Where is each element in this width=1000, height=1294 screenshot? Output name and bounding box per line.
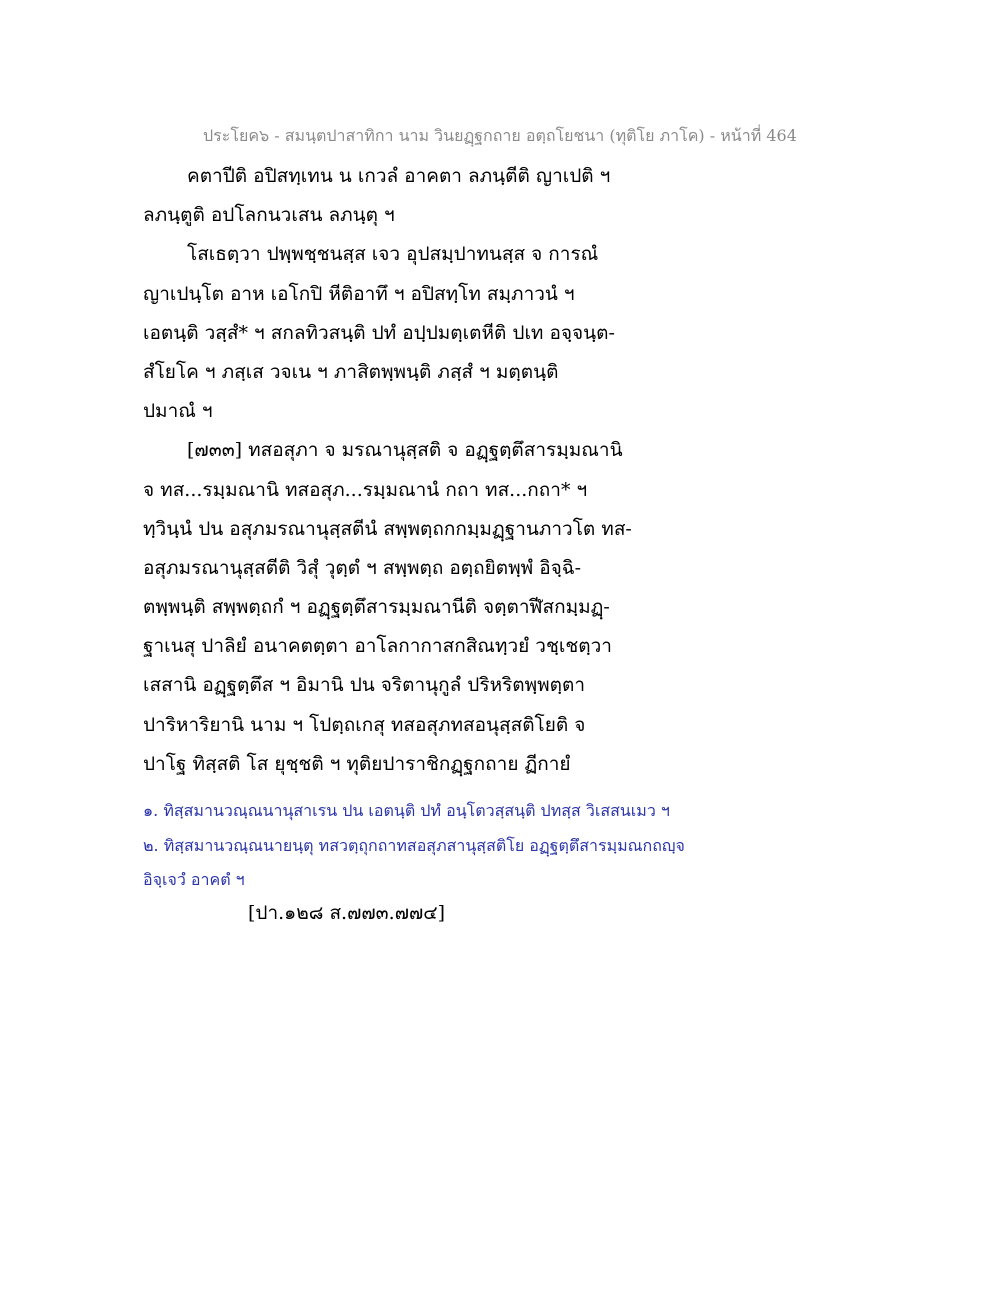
text-line: คตาปีติ อปิสทฺเทน น เกวลํ อาคตา ลภนฺตีติ ญาเปติ ฯ (187, 165, 611, 187)
text-line: ฐาเนสุ ปาลิยํ อนาคตตฺตา อาโลกากาสกสิณทฺวยํ วชฺเชตฺวา (143, 635, 612, 658)
body-text (143, 157, 863, 784)
text-line: [๗๓๓] ทสอสุภา จ มรณานุสฺสติ จ อฏฺฐตฺตึสารมฺมณานิ (187, 439, 623, 462)
page-header: ประโยค๖ - สมนฺตปาสาทิกา นาม วินยฏฺฐกถาย อตฺถโยชนา (ทุติโย ภาโค) - หน้าที่ 464 (203, 126, 797, 145)
footnote-line: อิจฺเจวํ อาคตํ ฯ (143, 870, 245, 889)
text-line: ลภนฺตูติ อปโลกนวเสน ลภนฺตุ ฯ (143, 204, 395, 227)
text-line: เสสานิ อฏฺฐตฺตึส ฯ อิมานิ ปน จริตานุกูลํ ปริหริตพฺพตฺตา (143, 674, 586, 697)
text-line: เอตนฺติ วสฺสํ* ฯ สกลทิวสนฺติ ปทํ อปฺปมตฺเตหีติ ปเท อจฺจนฺต- (143, 321, 615, 344)
text-line: ทฺวินฺนํ ปน อสุภมรณานุสฺสตีนํ สพฺพตฺถกกมฺมฏฺฐานภาวโต ทส- (143, 517, 632, 540)
text-line: จ ทส...รมฺมณานิ ทสอสุภ...รมฺมณานํ กถา ทส...กถา* ฯ (143, 478, 588, 501)
text-line: สํโยโค ฯ ภสฺเส วจเน ฯ ภาสิตพฺพนฺติ ภสฺสํ ฯ มตฺตนฺติ (143, 360, 559, 383)
page-reference: [ปา.๑๒๘ ส.๗๗๓.๗๗๔] (248, 902, 446, 924)
text-line: ญาเปนฺโต อาห เอโกปิ หีติอาทึ ฯ อปิสทฺโท สมฺภาวนํ ฯ (143, 282, 575, 305)
footnotes (143, 794, 903, 898)
footnote-line: ๑. ทิสฺสมานวณฺณนานุสาเรน ปน เอตนฺติ ปทํ อนฺโตวสฺสนฺติ ปทสฺส วิเสสนเมว ฯ (143, 801, 670, 820)
footnote-line: ๒. ทิสฺสมานวณฺณนายนฺตุ ทสวตฺถุกถาทสอสุภสานุสฺสติโย อฏฺฐตฺตึสารมฺมณกถญฺจ (143, 835, 685, 855)
text-line: ปมาณํ ฯ (143, 400, 213, 423)
text-line: ปาโฐ ทิสฺสติ โส ยุชฺชติ ฯ ทุติยปาราชิกฏฺฐกถาย ฏีกายํ (143, 752, 571, 775)
text-line: ปาริหาริยานิ นาม ฯ โปตฺถเกสุ ทสอสุภทสอนุสฺสติโยติ จ (143, 713, 586, 736)
text-line: โสเธตฺวา ปพฺพชฺชนสฺส เจว อุปสมฺปาทนสฺส จ การณํ (187, 243, 599, 266)
text-line: อสุภมรณานุสฺสตีติ วิสุํ วุตฺตํ ฯ สพฺพตฺถ อตฺถยิตพฺพํ อิจฺฉิ- (143, 556, 582, 579)
text-line: ตพฺพนฺติ สพฺพตฺถกํ ฯ อฏฺฐตฺตึสารมฺมณานีติ จตฺตาฬีสกมฺมฏฺ- (143, 596, 610, 619)
